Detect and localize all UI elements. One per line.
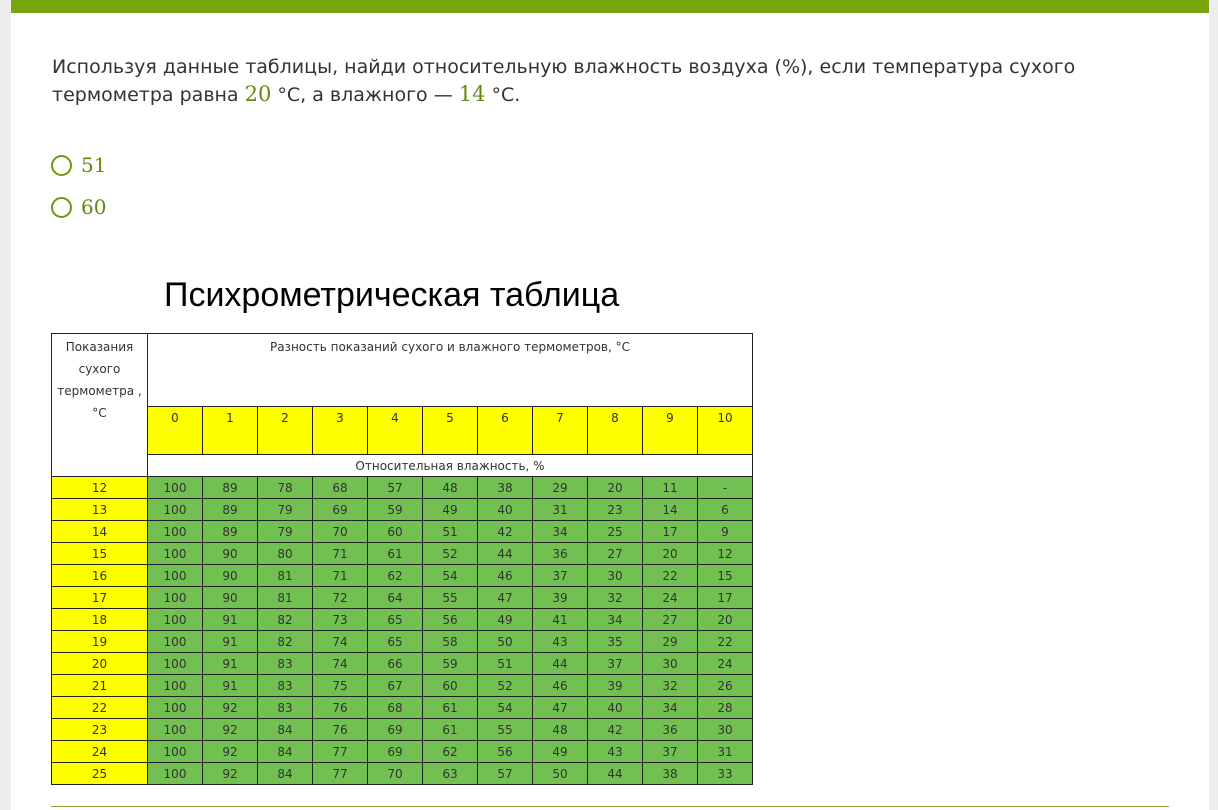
dry-temperature-value: 20: [244, 82, 272, 106]
humidity-cell: 78: [258, 477, 313, 499]
question-part-1: Используя данные таблицы, найди относительную влажность воздуха (%), если температура сухого термометра равна: [52, 56, 1076, 106]
radio-button[interactable]: [51, 155, 72, 176]
humidity-cell: 82: [258, 609, 313, 631]
humidity-cell: 59: [368, 499, 423, 521]
humidity-cell: 28: [698, 697, 753, 719]
humidity-cell: 84: [258, 741, 313, 763]
humidity-cell: 61: [368, 543, 423, 565]
humidity-cell: 35: [588, 631, 643, 653]
humidity-cell: 74: [313, 653, 368, 675]
column-header: 4: [368, 407, 423, 455]
table-title: Психрометрическая таблица: [164, 276, 620, 314]
row-temperature: 23: [52, 719, 148, 741]
humidity-cell: 70: [368, 763, 423, 785]
humidity-cell: 77: [313, 741, 368, 763]
humidity-cell: 34: [588, 609, 643, 631]
row-temperature: 13: [52, 499, 148, 521]
column-header: 1: [203, 407, 258, 455]
humidity-cell: 46: [478, 565, 533, 587]
humidity-cell: 83: [258, 675, 313, 697]
humidity-cell: 54: [478, 697, 533, 719]
humidity-cell: 44: [478, 543, 533, 565]
humidity-cell: 76: [313, 697, 368, 719]
humidity-cell: 79: [258, 499, 313, 521]
answer-option-label: 60: [81, 195, 107, 219]
humidity-cell: 51: [478, 653, 533, 675]
humidity-cell: 69: [368, 719, 423, 741]
row-temperature: 18: [52, 609, 148, 631]
humidity-cell: 67: [368, 675, 423, 697]
humidity-cell: 33: [698, 763, 753, 785]
humidity-cell: 100: [148, 565, 203, 587]
humidity-cell: 79: [258, 521, 313, 543]
humidity-cell: 56: [478, 741, 533, 763]
humidity-cell: 100: [148, 499, 203, 521]
humidity-cell: 39: [588, 675, 643, 697]
humidity-cell: 100: [148, 609, 203, 631]
row-temperature: 21: [52, 675, 148, 697]
humidity-cell: 57: [368, 477, 423, 499]
radio-button[interactable]: [51, 197, 72, 218]
humidity-cell: 47: [533, 697, 588, 719]
humidity-cell: 61: [423, 697, 478, 719]
humidity-cell: 60: [368, 521, 423, 543]
humidity-cell: 66: [368, 653, 423, 675]
table-row: [52, 763, 753, 785]
row-temperature: 12: [52, 477, 148, 499]
humidity-cell: 26: [698, 675, 753, 697]
humidity-cell: 22: [698, 631, 753, 653]
table-row: [52, 653, 753, 675]
humidity-cell: 89: [203, 499, 258, 521]
humidity-cell: 48: [423, 477, 478, 499]
humidity-cell: 29: [643, 631, 698, 653]
table-row: [52, 499, 753, 521]
answer-option-label: 51: [81, 153, 107, 177]
humidity-cell: 39: [533, 587, 588, 609]
humidity-cell: 31: [698, 741, 753, 763]
table-row: [52, 609, 753, 631]
humidity-cell: 100: [148, 653, 203, 675]
bottom-divider: [51, 806, 1169, 807]
humidity-cell: 42: [478, 521, 533, 543]
humidity-cell: 69: [313, 499, 368, 521]
humidity-cell: 14: [643, 499, 698, 521]
humidity-cell: 32: [643, 675, 698, 697]
humidity-cell: 90: [203, 587, 258, 609]
row-temperature: 20: [52, 653, 148, 675]
humidity-cell: 90: [203, 543, 258, 565]
humidity-cell: 76: [313, 719, 368, 741]
humidity-cell: 58: [423, 631, 478, 653]
humidity-cell: 25: [588, 521, 643, 543]
humidity-cell: 20: [588, 477, 643, 499]
top-accent-bar: [11, 0, 1209, 13]
humidity-cell: 89: [203, 477, 258, 499]
humidity-cell: 34: [643, 697, 698, 719]
humidity-cell: 91: [203, 675, 258, 697]
humidity-cell: 61: [423, 719, 478, 741]
humidity-cell: 81: [258, 565, 313, 587]
row-temperature: 25: [52, 763, 148, 785]
humidity-cell: 49: [533, 741, 588, 763]
humidity-cell: 43: [533, 631, 588, 653]
row-temperature: 24: [52, 741, 148, 763]
humidity-cell: 60: [423, 675, 478, 697]
humidity-cell: 20: [643, 543, 698, 565]
column-header-row: [52, 407, 753, 455]
humidity-cell: 46: [533, 675, 588, 697]
humidity-cell: 65: [368, 609, 423, 631]
humidity-cell: 68: [313, 477, 368, 499]
humidity-cell: -: [698, 477, 753, 499]
humidity-cell: 62: [368, 565, 423, 587]
humidity-cell: 17: [698, 587, 753, 609]
humidity-cell: 31: [533, 499, 588, 521]
humidity-cell: 50: [533, 763, 588, 785]
humidity-cell: 73: [313, 609, 368, 631]
question-part-3: °С.: [485, 84, 521, 106]
humidity-cell: 72: [313, 587, 368, 609]
humidity-cell: 100: [148, 741, 203, 763]
row-temperature: 14: [52, 521, 148, 543]
humidity-cell: 57: [478, 763, 533, 785]
humidity-cell: 75: [313, 675, 368, 697]
humidity-cell: 91: [203, 631, 258, 653]
humidity-cell: 36: [643, 719, 698, 741]
difference-header: Разность показаний сухого и влажного термометров, °С: [148, 334, 753, 407]
humidity-cell: 74: [313, 631, 368, 653]
humidity-cell: 92: [203, 719, 258, 741]
row-temperature: 16: [52, 565, 148, 587]
humidity-cell: 40: [478, 499, 533, 521]
humidity-cell: 20: [698, 609, 753, 631]
humidity-header: Относительная влажность, %: [148, 455, 753, 477]
humidity-cell: 44: [588, 763, 643, 785]
table-row: [52, 741, 753, 763]
humidity-cell: 71: [313, 543, 368, 565]
humidity-cell: 42: [588, 719, 643, 741]
humidity-cell: 84: [258, 719, 313, 741]
table-row: [52, 675, 753, 697]
humidity-cell: 70: [313, 521, 368, 543]
humidity-cell: 92: [203, 741, 258, 763]
humidity-cell: 84: [258, 763, 313, 785]
row-temperature: 15: [52, 543, 148, 565]
table-row: [52, 477, 753, 499]
humidity-cell: 40: [588, 697, 643, 719]
humidity-cell: 100: [148, 697, 203, 719]
humidity-cell: 100: [148, 587, 203, 609]
humidity-cell: 24: [643, 587, 698, 609]
column-header: 5: [423, 407, 478, 455]
humidity-cell: 91: [203, 609, 258, 631]
humidity-cell: 38: [478, 477, 533, 499]
humidity-cell: 91: [203, 653, 258, 675]
humidity-cell: 83: [258, 653, 313, 675]
humidity-cell: 100: [148, 719, 203, 741]
humidity-cell: 54: [423, 565, 478, 587]
humidity-cell: 37: [588, 653, 643, 675]
humidity-cell: 30: [698, 719, 753, 741]
humidity-cell: 27: [588, 543, 643, 565]
humidity-cell: 92: [203, 697, 258, 719]
column-header: 10: [698, 407, 753, 455]
question-part-2: °С, а влажного —: [271, 84, 459, 106]
humidity-cell: 56: [423, 609, 478, 631]
humidity-cell: 55: [478, 719, 533, 741]
humidity-cell: 100: [148, 763, 203, 785]
humidity-cell: 11: [643, 477, 698, 499]
humidity-cell: 44: [533, 653, 588, 675]
answer-option-2[interactable]: [51, 195, 106, 219]
humidity-cell: 49: [423, 499, 478, 521]
humidity-cell: 30: [588, 565, 643, 587]
column-header: 2: [258, 407, 313, 455]
humidity-cell: 17: [643, 521, 698, 543]
humidity-cell: 37: [533, 565, 588, 587]
humidity-cell: 15: [698, 565, 753, 587]
humidity-cell: 89: [203, 521, 258, 543]
question-text: [52, 54, 1172, 109]
table-row: [52, 587, 753, 609]
humidity-cell: 9: [698, 521, 753, 543]
column-header: 9: [643, 407, 698, 455]
row-temperature: 19: [52, 631, 148, 653]
humidity-cell: 23: [588, 499, 643, 521]
humidity-cell: 48: [533, 719, 588, 741]
humidity-cell: 24: [698, 653, 753, 675]
humidity-cell: 41: [533, 609, 588, 631]
humidity-cell: 22: [643, 565, 698, 587]
psychrometric-table: [51, 333, 753, 785]
table-row: [52, 521, 753, 543]
humidity-cell: 6: [698, 499, 753, 521]
column-header: 3: [313, 407, 368, 455]
humidity-cell: 64: [368, 587, 423, 609]
humidity-cell: 51: [423, 521, 478, 543]
humidity-cell: 100: [148, 543, 203, 565]
humidity-cell: 32: [588, 587, 643, 609]
column-header: 8: [588, 407, 643, 455]
column-header: 7: [533, 407, 588, 455]
humidity-cell: 83: [258, 697, 313, 719]
task-card: [11, 0, 1209, 810]
humidity-cell: 52: [478, 675, 533, 697]
humidity-cell: 65: [368, 631, 423, 653]
humidity-cell: 30: [643, 653, 698, 675]
humidity-cell: 47: [478, 587, 533, 609]
table-row: [52, 565, 753, 587]
row-temperature: 22: [52, 697, 148, 719]
humidity-cell: 81: [258, 587, 313, 609]
humidity-cell: 80: [258, 543, 313, 565]
column-header: 0: [148, 407, 203, 455]
wet-temperature-value: 14: [458, 82, 486, 106]
humidity-cell: 92: [203, 763, 258, 785]
humidity-cell: 63: [423, 763, 478, 785]
humidity-cell: 34: [533, 521, 588, 543]
humidity-cell: 77: [313, 763, 368, 785]
humidity-cell: 71: [313, 565, 368, 587]
humidity-cell: 12: [698, 543, 753, 565]
table-row: [52, 631, 753, 653]
humidity-cell: 68: [368, 697, 423, 719]
humidity-cell: 69: [368, 741, 423, 763]
humidity-cell: 27: [643, 609, 698, 631]
humidity-cell: 100: [148, 477, 203, 499]
dry-thermometer-header: Показания сухого термометра , °С: [52, 334, 148, 477]
row-temperature: 17: [52, 587, 148, 609]
table-row: [52, 543, 753, 565]
humidity-cell: 82: [258, 631, 313, 653]
humidity-cell: 50: [478, 631, 533, 653]
humidity-cell: 49: [478, 609, 533, 631]
humidity-cell: 29: [533, 477, 588, 499]
humidity-cell: 38: [643, 763, 698, 785]
table-row: [52, 719, 753, 741]
humidity-cell: 52: [423, 543, 478, 565]
humidity-cell: 37: [643, 741, 698, 763]
humidity-cell: 100: [148, 521, 203, 543]
humidity-cell: 100: [148, 675, 203, 697]
humidity-cell: 100: [148, 631, 203, 653]
humidity-cell: 59: [423, 653, 478, 675]
humidity-cell: 62: [423, 741, 478, 763]
table-row: [52, 697, 753, 719]
column-header: 6: [478, 407, 533, 455]
humidity-cell: 43: [588, 741, 643, 763]
humidity-cell: 55: [423, 587, 478, 609]
humidity-cell: 90: [203, 565, 258, 587]
answer-option-1[interactable]: [51, 153, 106, 177]
humidity-cell: 36: [533, 543, 588, 565]
